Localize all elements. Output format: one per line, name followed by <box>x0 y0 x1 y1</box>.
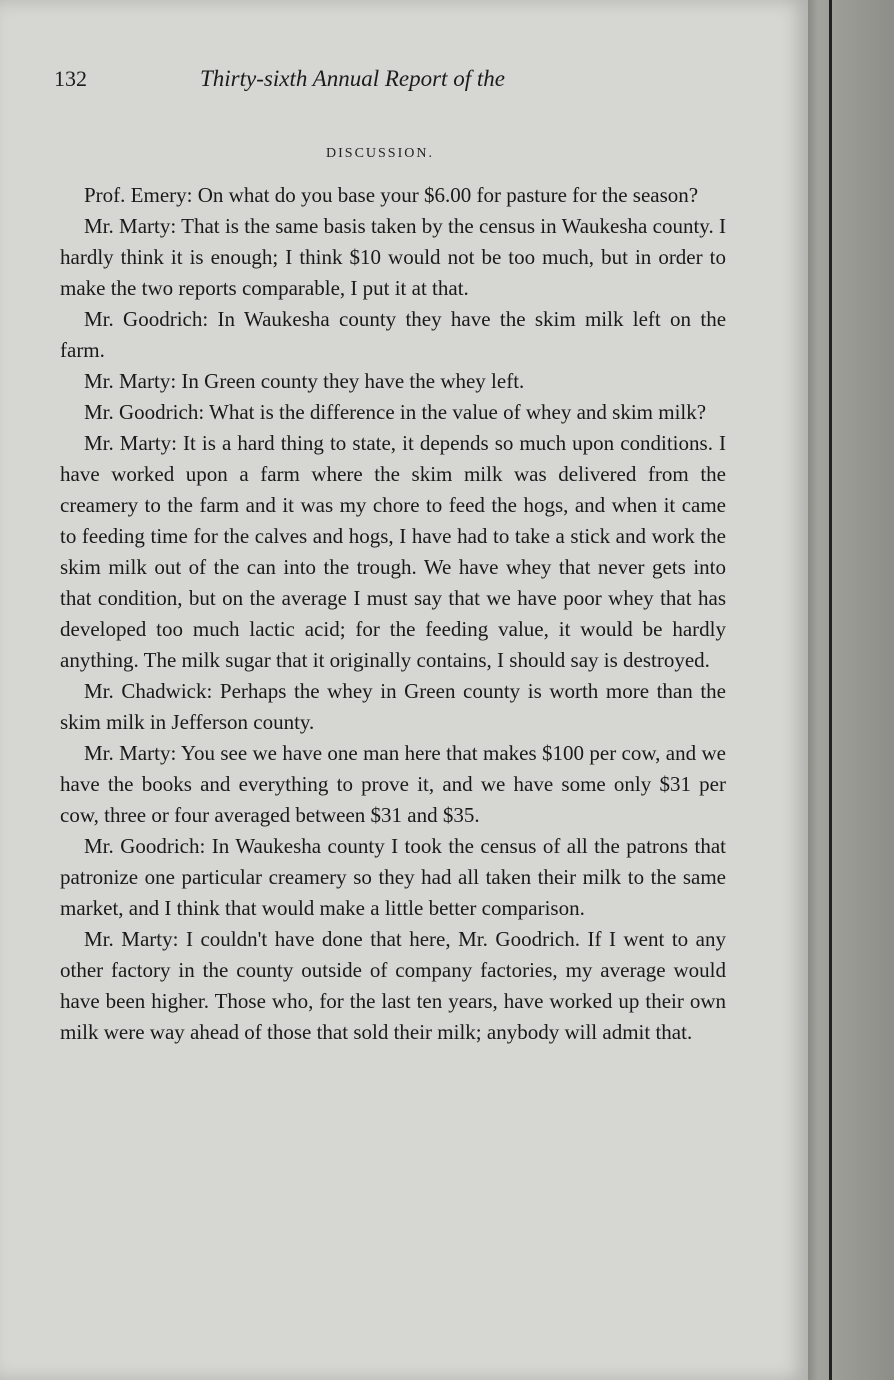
speaker-name: Mr. Chadwick: <box>84 679 213 703</box>
speaker-name: Prof. Emery: <box>84 183 193 207</box>
paragraph-text: On what do you base your $6.00 for pasture for the season? <box>197 183 699 207</box>
paragraph-text: Perhaps the whey in Green county is worth more than the skim milk in Jefferson county. <box>60 679 726 734</box>
paragraph <box>60 831 726 924</box>
section-title: DISCUSSION. <box>326 146 434 161</box>
paragraph <box>60 428 726 676</box>
speaker-name: Mr. Marty: <box>84 369 177 393</box>
paragraph-text: In Waukesha county I took the census of all the patrons that patronize one particular creamery so they had all taken their milk to the same market, and I think that would make a little better comparison. <box>60 834 727 920</box>
paragraph <box>60 397 726 428</box>
speaker-name: Mr. Goodrich: <box>84 400 205 424</box>
speaker-name: Mr. Marty: <box>84 214 177 238</box>
paragraph-text: That is the same basis taken by the census in Waukesha county. I hardly think it is enough; I think $10 would not be too much, but in order to make the two reports comparable, I put it at that. <box>60 214 726 300</box>
book-spine-shadow <box>808 0 894 1380</box>
paragraph <box>60 304 726 366</box>
speaker-name: Mr. Marty: <box>84 927 179 951</box>
paragraph-text: It is a hard thing to state, it depends so much upon conditions. I have worked upon a farm where the skim milk was delivered from the creamery to the farm and it was my chore to feed the hogs, and when it came to feeding time for the calves and hogs, I have had to take a stick and work the skim milk out of the can into the trough. We have whey that never gets into that condition, but on the average I must say that we have poor whey that has developed too much lactic acid; for the feeding value, it would be hardly anything. The milk sugar that it originally contains, I should say is destroyed. <box>60 431 726 672</box>
paragraph-text: In Waukesha county they have the skim milk left on the farm. <box>60 307 727 362</box>
paragraph-text: In Green county they have the whey left. <box>181 369 525 393</box>
paragraph <box>60 366 726 397</box>
speaker-name: Mr. Goodrich: <box>84 307 209 331</box>
binding-edge <box>829 0 832 1380</box>
speaker-name: Mr. Marty: <box>84 741 177 765</box>
paragraph-text: I couldn't have done that here, Mr. Goodrich. If I went to any other factory in the county outside of company factories, my average would have been higher. Those who, for the last ten years, have worked up their own milk were way ahead of those that sold their milk; anybody will admit that. <box>60 927 726 1044</box>
speaker-name: Mr. Marty: <box>84 431 177 455</box>
paragraph <box>60 676 726 738</box>
paragraph <box>60 738 726 831</box>
speaker-name: Mr. Goodrich: <box>84 834 206 858</box>
paragraph <box>60 180 726 211</box>
paragraph-text: You see we have one man here that makes $100 per cow, and we have the books and everything to prove it, and we have some only $31 per cow, three or four averaged between $31 and $35. <box>60 741 726 827</box>
page-number: 132 <box>54 66 87 91</box>
paragraph-text: What is the difference in the value of whey and skim milk? <box>209 400 707 424</box>
running-title: Thirty-sixth Annual Report of the <box>200 66 505 91</box>
page-header <box>54 66 734 106</box>
discussion-body <box>60 180 726 1048</box>
paragraph <box>60 924 726 1048</box>
paragraph <box>60 211 726 304</box>
